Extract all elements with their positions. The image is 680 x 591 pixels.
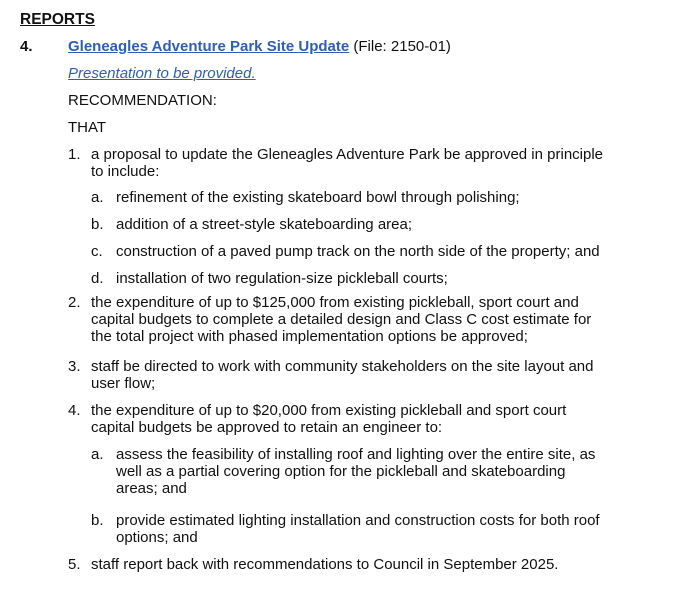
text-line: refinement of the existing skateboard bowl through polishing; [116,189,520,206]
recommendation-1-subitem-b-marker: b. [91,216,104,233]
recommendation-item-2-marker: 2. [68,294,81,311]
text-line: a proposal to update the Gleneagles Adventure Park be approved in principle [91,146,604,163]
text-line: well as a partial covering option for the pickleball and skateboarding [116,463,566,480]
text-line: the expenditure of up to $125,000 from existing pickleball, sport court and [91,294,579,311]
text-line: the total project with phased implementation options be approved; [91,328,528,345]
text-line: options; and [116,529,198,546]
item-number: 4. [20,38,33,55]
presentation-note-link[interactable]: Presentation to be provided. [68,65,256,82]
text-line: addition of a street-style skateboarding area; [116,216,413,233]
recommendation-item-4-marker: 4. [68,402,81,419]
recommendation-item-5-text [91,556,558,573]
recommendation-1-subitem-d-text [116,270,448,287]
recommendation-item-3-text [91,358,594,392]
recommendation-1-subitem-d-marker: d. [91,270,104,287]
recommendation-1-subitem-b-text [116,216,412,233]
text-line: staff be directed to work with community stakeholders on the site layout and [91,358,594,375]
text-line: user flow; [91,375,156,392]
recommendation-4-subitem-a-text [116,446,595,497]
file-reference: (File: 2150-01) [349,38,451,55]
recommendation-label: RECOMMENDATION: [68,92,217,109]
recommendation-4-subitem-b-marker: b. [91,512,104,529]
text-line: installation of two regulation-size pickleball courts; [116,270,448,287]
text-line: to include: [91,163,160,180]
recommendation-item-2-text [91,294,591,345]
recommendation-item-3-marker: 3. [68,358,81,375]
text-line: capital budgets to complete a detailed design and Class C cost estimate for [91,311,592,328]
recommendation-item-1-marker: 1. [68,146,81,163]
recommendation-4-subitem-b-text [116,512,600,546]
recommendation-1-subitem-a-marker: a. [91,189,104,206]
that-label: THAT [68,119,107,136]
recommendation-1-subitem-c-marker: c. [91,243,103,260]
text-line: areas; and [116,480,187,497]
recommendation-4-subitem-a-marker: a. [91,446,104,463]
recommendation-item-1-text [91,146,603,180]
recommendation-1-subitem-c-text [116,243,600,260]
text-line: construction of a paved pump track on the north side of the property; and [116,243,600,260]
section-heading: REPORTS [20,11,95,28]
text-line: provide estimated lighting installation and construction costs for both roof [116,512,600,529]
text-line: capital budgets be approved to retain an engineer to: [91,419,443,436]
item-title-link[interactable]: Gleneagles Adventure Park Site Update [68,38,350,55]
text-line: staff report back with recommendations to Council in September 2025. [91,556,559,573]
recommendation-item-4-text [91,402,566,436]
text-line: assess the feasibility of installing roof and lighting over the entire site, as [116,446,596,463]
recommendation-1-subitem-a-text [116,189,520,206]
item-title-line [68,38,451,55]
recommendation-item-5-marker: 5. [68,556,81,573]
text-line: the expenditure of up to $20,000 from existing pickleball and sport court [91,402,567,419]
